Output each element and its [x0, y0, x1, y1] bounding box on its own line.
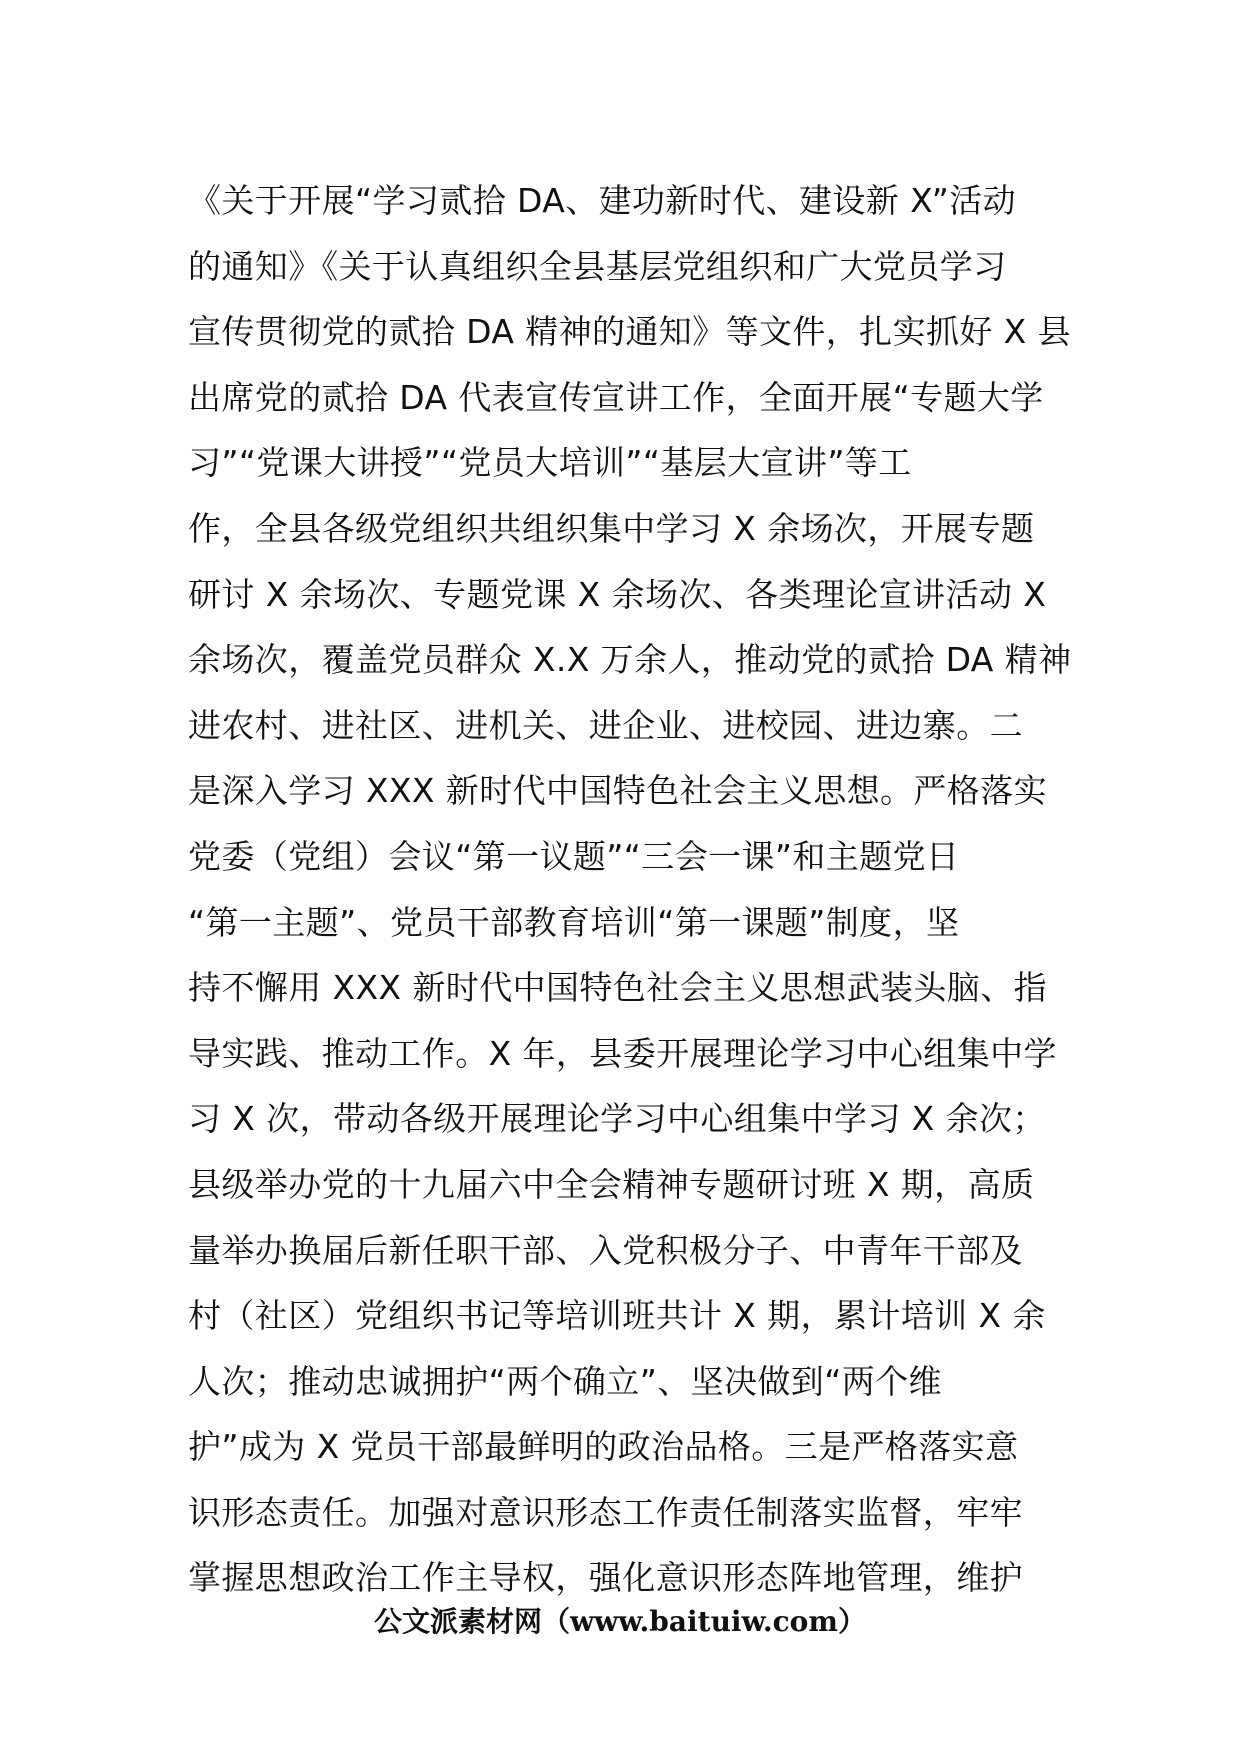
- text-line: 党委（党组）会议“第一议题”“三会一课”和主题党日: [188, 836, 960, 876]
- text-line: 护”成为 X 党员干部最鲜明的政治品格。三是严格落实意: [188, 1427, 1019, 1467]
- text-line: 宣传贯彻党的贰拾 DA 精神的通知》等文件，扎实抓好 X 县: [188, 312, 1071, 352]
- text-line: “第一主题”、党员干部教育培训“第一课题”制度，坚: [188, 902, 960, 942]
- source-footer: 公文派素材网（www.baituiw.com）: [374, 1605, 866, 1638]
- text-line: 持不懈用 XXX 新时代中国特色社会主义思想武装头脑、指: [188, 968, 1048, 1008]
- text-line: 的通知》《关于认真组织全县基层党组织和广大党员学习: [188, 246, 1007, 286]
- text-line: 县级举办党的十九届六中全会精神专题研讨班 X 期，高质: [188, 1164, 1035, 1204]
- text-line: 习 X 次，带动各级开展理论学习中心组集中学习 X 余次；: [188, 1099, 1046, 1139]
- text-line: 量举办换届后新任职干部、入党积极分子、中青年干部及: [188, 1230, 1023, 1270]
- text-line: 掌握思想政治工作主导权，强化意识形态阵地管理，维护: [188, 1558, 1023, 1598]
- text-line: 研讨 X 余场次、专题党课 X 余场次、各类理论宣讲活动 X: [188, 574, 1047, 614]
- body-paragraph: [188, 168, 1072, 1611]
- text-line: 习”“党课大讲授”“党员大培训”“基层大宣讲”等工: [188, 443, 912, 483]
- text-line: 余场次，覆盖党员群众 X.X 万余人，推动党的贰拾 DA 精神: [188, 640, 1072, 680]
- text-line: 村（社区）党组织书记等培训班共计 X 期，累计培训 X 余: [188, 1296, 1046, 1336]
- text-line: 是深入学习 XXX 新时代中国特色社会主义思想。严格落实: [188, 771, 1048, 811]
- text-line: 出席党的贰拾 DA 代表宣传宣讲工作，全面开展“专题大学: [188, 377, 1044, 417]
- text-line: 作，全县各级党组织共组织集中学习 X 余场次，开展专题: [188, 508, 1035, 548]
- text-line: 人次；推动忠诚拥护“两个确立”、坚决做到“两个维: [188, 1361, 942, 1401]
- text-line: 进农村、进社区、进机关、进企业、进校园、进边寨。二: [188, 705, 1023, 745]
- text-line: 识形态责任。加强对意识形态工作责任制落实监督，牢牢: [188, 1492, 1023, 1532]
- text-line: 《关于开展“学习贰拾 DA、建功新时代、建设新 X”活动: [188, 181, 1017, 220]
- text-line: 导实践、推动工作。X 年，县委开展理论学习中心组集中学: [188, 1033, 1057, 1073]
